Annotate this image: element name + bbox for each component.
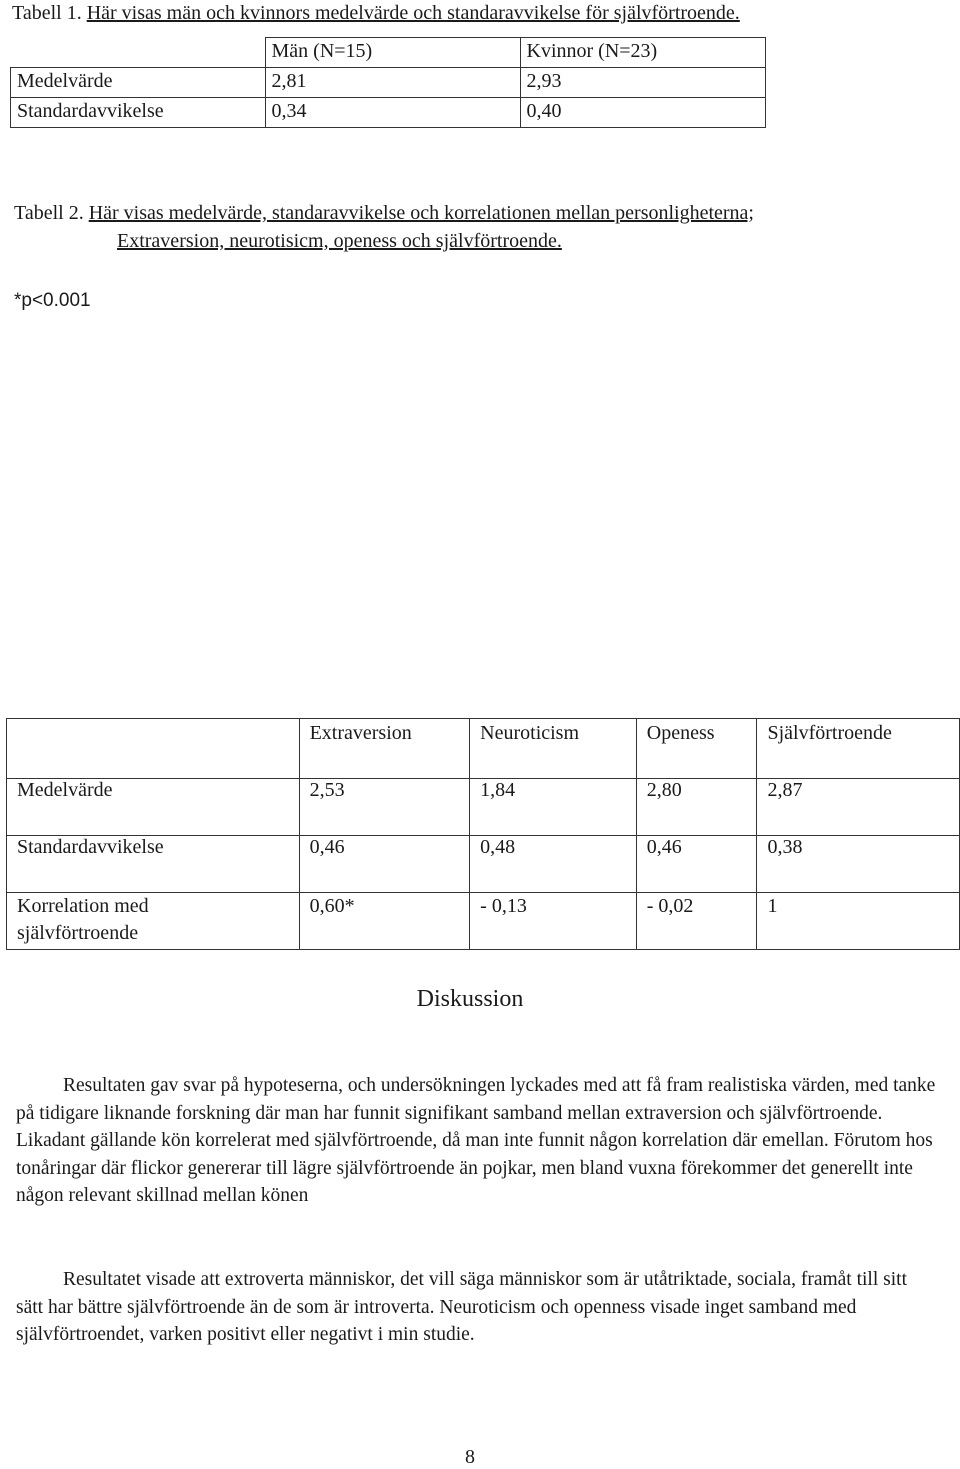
table2-caption-line1 [14, 202, 754, 225]
table2-cell: - 0,02 [636, 893, 757, 950]
table2-header-neuroticism: Neuroticism [470, 719, 637, 779]
body-paragraph-2 [16, 1266, 936, 1349]
table2-cell: - 0,13 [470, 893, 637, 950]
table2-cell: 2,80 [636, 779, 757, 836]
significance-note: *p<0.001 [14, 290, 91, 311]
table-row [7, 779, 960, 836]
table2-cell: Korrelation med självförtroende [7, 893, 300, 950]
table1-cell: 0,40 [520, 98, 765, 128]
table2-cell: Medelvärde [7, 779, 300, 836]
table1-cell: 0,34 [265, 98, 520, 128]
table2-header-extraversion: Extraversion [299, 719, 470, 779]
table2-caption-text-2: Extraversion, neurotisicm, openess och självförtroende. [117, 230, 562, 252]
page-number: 8 [465, 1446, 475, 1468]
table2-cell: 0,46 [636, 836, 757, 893]
table2-header-openess: Openess [636, 719, 757, 779]
table2-cell: 1 [757, 893, 960, 950]
table2-cell: 0,38 [757, 836, 960, 893]
table1-header-men: Män (N=15) [265, 38, 520, 68]
body-paragraph-1 [16, 1072, 936, 1210]
table2-cell: 0,48 [470, 836, 637, 893]
table-row [7, 836, 960, 893]
table2-cell: 2,53 [299, 779, 470, 836]
table2-cell: Standardavvikelse [7, 836, 300, 893]
table1-header-women: Kvinnor (N=23) [520, 38, 765, 68]
table2-caption-label: Tabell 2. [14, 202, 89, 224]
table-row [7, 893, 960, 950]
table1-cell: Standardavvikelse [11, 98, 266, 128]
table-row [7, 719, 960, 779]
table1-header-empty [11, 38, 266, 68]
table1-caption-label: Tabell 1. [12, 2, 87, 24]
table1-caption [12, 2, 740, 25]
table-row [11, 38, 766, 68]
paragraph-text: Resultatet visade att extroverta människor, det vill säga människor som är utåtriktade, sociala, framåt till sitt sätt har bättre självförtroende än de som är introverta. Neuroticism och openness visade inget samband med självförtroendet, varken positivt eller negativt i min studie. [16, 1269, 907, 1345]
table1-cell: 2,93 [520, 68, 765, 98]
table2-cell: 1,84 [470, 779, 637, 836]
table2-cell: 0,46 [299, 836, 470, 893]
table-row [11, 68, 766, 98]
table2-cell: 0,60* [299, 893, 470, 950]
table2-cell: 2,87 [757, 779, 960, 836]
table1-caption-text: Här visas män och kvinnors medelvärde och standaravvikelse för självförtroende. [86, 2, 740, 24]
table2-caption-line2 [117, 230, 562, 253]
paragraph-text: Resultaten gav svar på hypoteserna, och undersökningen lyckades med att få fram realistiska värden, med tanke på tidigare liknande forskning där man har funnit signifikant samband mellan extraversion och självförtroende. Likadant gällande kön korrelerat med självförtroende, då man inte funnit någon korrelation där emellan. Förutom hos tonåringar där flickor genererar till lägre självförtroende än pojkar, men bland vuxna förekommer det generellt inte någon relevant skillnad mellan könen [16, 1075, 936, 1206]
table1-cell: Medelvärde [11, 68, 266, 98]
table-row [11, 98, 766, 128]
table2-caption-text-1: Här visas medelvärde, standaravvikelse och korrelationen mellan personligheterna; [88, 202, 754, 224]
section-title: Diskussion [416, 986, 524, 1012]
table1 [10, 37, 766, 128]
table2 [6, 718, 960, 950]
table1-cell: 2,81 [265, 68, 520, 98]
table2-header-empty [7, 719, 300, 779]
table2-header-selfconfidence: Självförtroende [757, 719, 960, 779]
